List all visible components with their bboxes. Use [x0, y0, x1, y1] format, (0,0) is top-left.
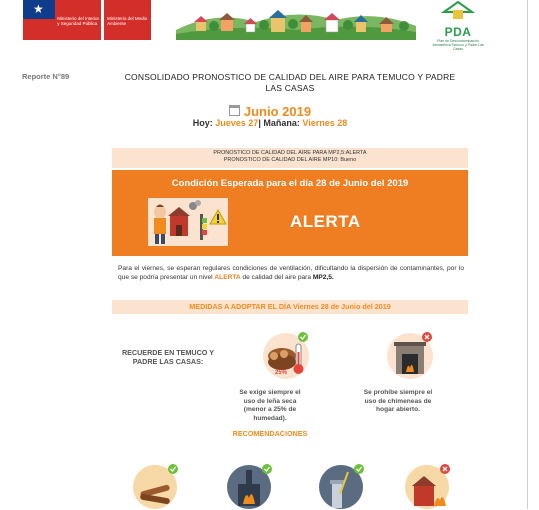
days-line [160, 118, 380, 128]
paragraph-pollutant: MP2,5. [312, 274, 334, 281]
tomorrow-value: Viernes 28 [302, 118, 348, 128]
page-title: CONSOLIDADO PRONOSTICO DE CALIDAD DEL AIRE PARA TEMUCO Y PADRE LAS CASAS [124, 72, 456, 93]
ministry-environment-label: Ministerio del Medio Ambiente [104, 0, 151, 40]
humidity-badge: 25% [275, 370, 288, 376]
burning-prohibited-icon [404, 464, 450, 510]
pda-house-icon [441, 0, 475, 20]
firewood-stack-icon [132, 464, 178, 510]
city-landscape-banner [176, 0, 416, 40]
forecast-mp25: PRONOSTICO DE CALIDAD DEL AIRE PARA MP2,5:ALERTA [213, 150, 367, 156]
paragraph-alert: ALERTA [214, 274, 241, 281]
separator-label: | Mañana: [258, 118, 300, 128]
paragraph-part1: Para el viernes, se esperan regulares condiciones de ventilación, dificultando la dispersión de contaminantes, por lo que se podría presentar un nivel [118, 265, 464, 281]
page-edge-divider [527, 0, 528, 509]
paragraph-part2: de calidad del aire para [240, 274, 313, 281]
alert-illustration-icon [148, 198, 228, 246]
ministry-interior-label: Ministerio del Interior y Seguridad Pública [54, 0, 101, 40]
government-logo [23, 0, 151, 40]
chimney-cleaning-icon [318, 464, 364, 510]
today-value: Jueves 27 [215, 118, 259, 128]
alert-status: ALERTA [290, 212, 361, 231]
month-label: Junio 2019 [243, 104, 312, 119]
today-label: Hoy: [192, 118, 213, 128]
report-month [200, 104, 340, 119]
measures-title: MEDIDAS A ADOPTAR EL DÍA Viernes 28 de Junio del 2019 [112, 300, 468, 314]
forecast-summary [112, 148, 468, 168]
fireplace-prohibited-icon [386, 332, 434, 380]
measure-fireplace: Se prohíbe siempre el uso de chimeneas de hogar abierto. [363, 389, 433, 413]
stove-fire-icon [226, 464, 272, 510]
recommendations-title: RECOMENDACIONES [232, 429, 308, 438]
dry-firewood-icon [262, 332, 310, 380]
condition-panel [112, 170, 468, 256]
forecast-mp10: PRONOSTICO DE CALIDAD DEL AIRE MP10: Bueno [223, 157, 357, 163]
pda-logo [428, 0, 488, 50]
condition-title: Condición Esperada para el día 28 de Junio del 2019 [171, 178, 409, 189]
remember-label: RECUERDE EN TEMUCO Y PADRE LAS CASAS: [121, 348, 215, 366]
report-number: Reporte N°89 [22, 72, 70, 81]
chile-flag-icon: ★ [23, 0, 54, 40]
forecast-paragraph [118, 264, 464, 282]
calendar-icon [229, 105, 240, 116]
pda-subtitle: Plan de Descontaminación Atmosférica Temuco y Padre Las Casas [432, 39, 484, 51]
pda-title: PDA [444, 25, 472, 39]
measure-dry-firewood: Se exige siempre el uso de leña seca (menor a 25% de humedad). [239, 389, 301, 422]
